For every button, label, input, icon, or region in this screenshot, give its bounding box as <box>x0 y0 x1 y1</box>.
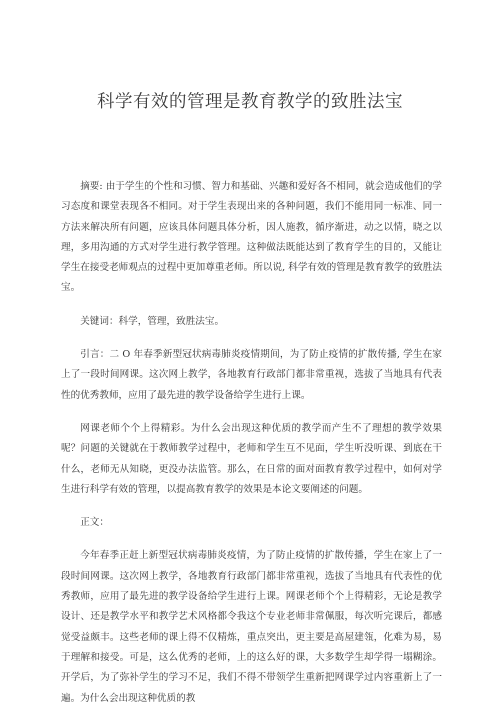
keywords-paragraph: 关键词：科学，管理，致胜法宝。 <box>80 315 225 327</box>
main-paragraph: 今年春季正赶上新型冠状病毒肺炎疫情，为了防止疫情的扩散传播，学生在家上了一段时间网课。这次网上教学，各地教育行政部门都非常重视，选拔了当地具有代表性的优秀教师，应用了最先进的教学设备给学生进行上课。网课老师个个上得精彩，无论是教学设计、还是教学水平和教学艺术风格都令我这个专业老师非常佩服，每次听完课后，都感觉受益颇丰。这些老师的课上得不仅精炼，重点突出，更主要是高屋建瓴，化难为易，易于理解和接受。可是，这么优秀的老师，上的这么好的课，大多数学生却学得一塌糊涂。开学后，为了弥补学生的学习不足，我们不得不带领学生重新把网课学过内容重新上了一遍。为什么会出现这种优质的教 <box>61 550 442 704</box>
document-body <box>61 177 442 722</box>
document-title: 科学有效的管理是教育教学的致胜法宝 <box>97 92 403 112</box>
question-paragraph: 网课老师个个上得精彩。为什么会出现这种优质的教学而产生不了理想的教学效果呢？问题的关键就在于教师教学过程中，老师和学生互不见面，学生听没听课、到底在干什么，老师无从知晓，更没办法监管。那么，在日常的面对面教育教学过程中，如何对学生进行科学有效的管理，以提高教育教学的效果是本论文要阐述的问题。 <box>61 422 442 495</box>
abstract-paragraph: 摘要: 由于学生的个性和习惯、智力和基础、兴趣和爱好各不相同，就会造成他们的学习态度和课堂表现各不相同。对于学生表现出来的各种问题，我们不能用同一标准、同一方法来解决所有问题，应该具体问题具体分析，因人施教，循序渐进，动之以情，晓之以理，多用沟通的方式对学生进行教学管理。这种做法既能达到了教育学生的目的，又能让学生在接受老师观点的过程中更加尊重老师。所以说, 科学有效的管理是教育教学的致胜法宝。 <box>61 181 442 294</box>
main-heading: 正文： <box>80 517 109 529</box>
introduction-paragraph: 引言：二 O 年春季新型冠状病毒肺炎疫情期间，为了防止疫情的扩散传播, 学生在家上了一段时间网课。这次网上教学，各地教育行政部门都非常重视，选拔了当地具有代表性的优秀教师，应用了最先进的教学设备给学生进行上课。 <box>61 349 442 401</box>
